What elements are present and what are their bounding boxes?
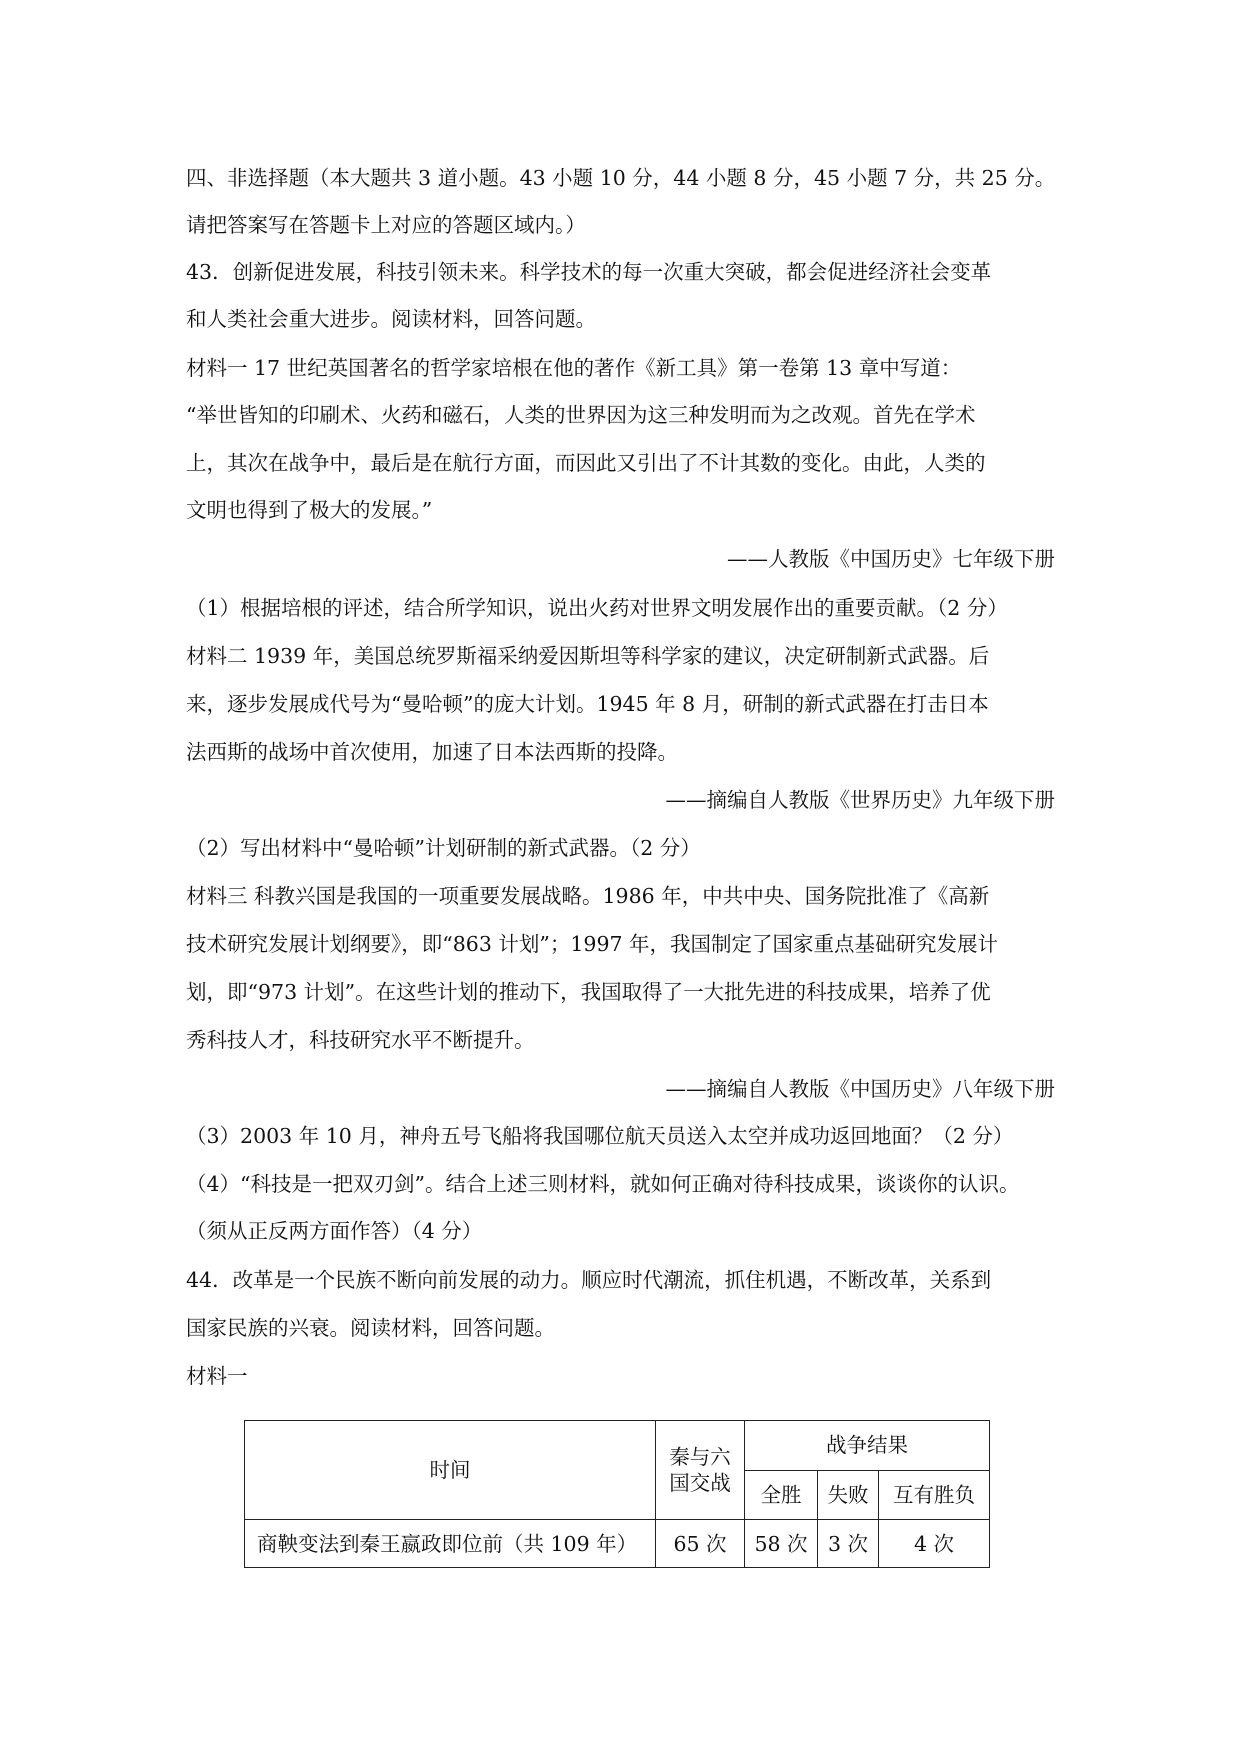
q43-material3-line4: 秀科技人才，科技研究水平不断提升。 bbox=[186, 1028, 535, 1052]
q43-material3-line1: 材料三 科教兴国是我国的一项重要发展战略。1986 年，中共中央、国务院批准了《高新 bbox=[186, 884, 990, 908]
cell-wars: 65 次 bbox=[656, 1520, 745, 1568]
table-header-row bbox=[245, 1421, 990, 1471]
header-win: 全胜 bbox=[745, 1470, 818, 1520]
q43-intro-line2: 和人类社会重大进步。阅读材料，回答问题。 bbox=[186, 307, 596, 331]
q43-question4-line1: （4）“科技是一把双刃剑”。结合上述三则材料，就如何正确对待科技成果，谈谈你的认识。 bbox=[186, 1172, 1020, 1196]
section-heading-line2: 请把答案写在答题卡上对应的答题区域内。） bbox=[186, 213, 586, 237]
table-row bbox=[245, 1520, 990, 1568]
header-lose: 失败 bbox=[818, 1470, 879, 1520]
header-wars-line2: 国交战 bbox=[669, 1471, 731, 1495]
q43-material2-line3: 法西斯的战场中首次使用，加速了日本法西斯的投降。 bbox=[186, 740, 678, 764]
q44-intro-line2: 国家民族的兴衰。阅读材料，回答问题。 bbox=[186, 1316, 555, 1340]
q43-intro-line1: 43．创新促进发展，科技引领未来。科学技术的每一次重大突破，都会促进经济社会变革 bbox=[186, 260, 992, 284]
cell-win: 58 次 bbox=[745, 1520, 818, 1568]
q43-question1: （1）根据培根的评述，结合所学知识，说出火药对世界文明发展作出的重要贡献。（2 分） bbox=[186, 596, 1008, 620]
q43-material2-line1: 材料二 1939 年，美国总统罗斯福采纳爱因斯坦等科学家的建议，决定研制新式武器。后 bbox=[186, 644, 990, 668]
section-heading-line1: 四、非选择题（本大题共 3 道小题。43 小题 10 分，44 小题 8 分，45 小题 7 分，共 25 分。 bbox=[186, 166, 1056, 190]
q43-material1-line3: 上，其次在战争中，最后是在航行方面，而因此又引出了不计其数的变化。由此，人类的 bbox=[186, 451, 986, 475]
q43-material1-source: ——人教版《中国历史》七年级下册 bbox=[727, 547, 1055, 571]
cell-period: 商鞅变法到秦王嬴政即位前（共 109 年） bbox=[245, 1520, 656, 1568]
q43-material3-line3: 划，即“973 计划”。在这些计划的推动下，我国取得了一大批先进的科技成果，培养了优 bbox=[186, 980, 991, 1004]
q43-material1-line4: 文明也得到了极大的发展。” bbox=[186, 498, 433, 522]
header-mixed: 互有胜负 bbox=[879, 1470, 990, 1520]
cell-mixed: 4 次 bbox=[879, 1520, 990, 1568]
q43-question2: （2）写出材料中“曼哈顿”计划研制的新式武器。（2 分） bbox=[186, 836, 701, 860]
header-result: 战争结果 bbox=[745, 1421, 990, 1471]
q43-question3: （3）2003 年 10 月，神舟五号飞船将我国哪位航天员送入太空并成功返回地面？（2 分） bbox=[186, 1124, 1014, 1148]
header-wars-line1: 秦与六 bbox=[669, 1445, 731, 1469]
q43-material3-line2: 技术研究发展计划纲要》，即“863 计划”；1997 年，我国制定了国家重点基础研究发展计 bbox=[186, 932, 999, 956]
q43-material1-line2: “举世皆知的印刷术、火药和磁石，人类的世界因为这三种发明而为之改观。首先在学术 bbox=[186, 403, 976, 427]
header-wars bbox=[656, 1421, 745, 1520]
header-time: 时间 bbox=[245, 1421, 656, 1520]
q43-material3-source: ——摘编自人教版《中国历史》八年级下册 bbox=[665, 1077, 1055, 1101]
q44-intro-line1: 44．改革是一个民族不断向前发展的动力。顺应时代潮流，抓住机遇，不断改革，关系到 bbox=[186, 1268, 992, 1292]
q44-material1-label: 材料一 bbox=[186, 1364, 248, 1388]
cell-lose: 3 次 bbox=[818, 1520, 879, 1568]
q43-question4-line2: （须从正反两方面作答）（4 分） bbox=[186, 1219, 483, 1243]
q43-material1-line1: 材料一 17 世纪英国著名的哲学家培根在他的著作《新工具》第一卷第 13 章中写道： bbox=[186, 356, 962, 380]
war-results-table bbox=[244, 1420, 990, 1568]
q43-material2-line2: 来，逐步发展成代号为“曼哈顿”的庞大计划。1945 年 8 月，研制的新式武器在打击日本 bbox=[186, 692, 989, 716]
q43-material2-source: ——摘编自人教版《世界历史》九年级下册 bbox=[665, 788, 1055, 812]
